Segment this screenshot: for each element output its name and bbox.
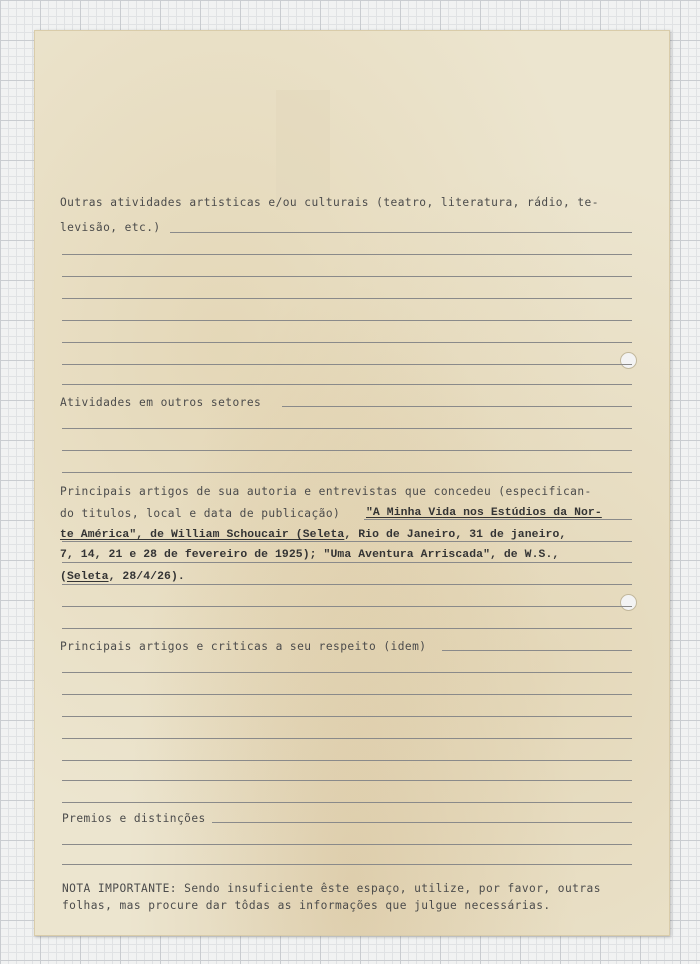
answer-line <box>62 844 632 845</box>
answer-line <box>62 562 632 563</box>
answer-line <box>62 364 632 365</box>
typed-answer-line4 <box>60 570 185 584</box>
typed-answer-line4-part-c: , 28/4/26). <box>108 571 185 583</box>
answer-line <box>62 472 632 473</box>
sectors-label: Atividades em outros setores <box>60 396 262 409</box>
other-activities-label-line1: Outras atividades artisticas e/ou culturais (teatro, literatura, rádio, te- <box>60 196 599 209</box>
answer-line <box>62 738 632 739</box>
answer-line <box>62 628 632 629</box>
answer-line <box>62 541 632 542</box>
answer-line <box>62 384 632 385</box>
answer-line <box>62 606 632 607</box>
answer-line <box>364 519 632 520</box>
answer-line <box>62 584 632 585</box>
faded-stamp <box>276 90 330 210</box>
note-line2: folhas, mas procure dar tôdas as informações que julgue necessárias. <box>62 899 551 912</box>
articles-label-line1: Principais artigos de sua autoria e entrevistas que concedeu (especifican- <box>60 485 592 498</box>
form-sheet <box>34 30 670 936</box>
answer-line <box>212 822 632 823</box>
answer-line <box>62 760 632 761</box>
answer-line <box>62 716 632 717</box>
articles-label-line2: do titulos, local e data de publicação) <box>60 507 341 520</box>
answer-line <box>62 450 632 451</box>
answer-line <box>62 276 632 277</box>
typed-answer-line4-magazine: Seleta <box>66 571 109 583</box>
typed-answer-line4-part-a: ( <box>60 571 67 583</box>
typed-answer-line2-part-a: te América", de William Schoucair ( <box>60 529 303 541</box>
answer-line <box>62 694 632 695</box>
answer-line <box>442 650 632 651</box>
typed-answer-line2-part-c: , Rio de Janeiro, 31 de janeiro, <box>344 529 567 541</box>
typed-answer-line2 <box>60 528 566 542</box>
answer-line <box>62 298 632 299</box>
answer-line <box>62 428 632 429</box>
punch-hole <box>620 352 637 369</box>
critics-label: Principais artigos e criticas a seu respeito (idem) <box>60 640 427 653</box>
answer-line <box>62 320 632 321</box>
answer-line <box>62 672 632 673</box>
answer-line <box>170 232 632 233</box>
punch-hole <box>620 594 637 611</box>
awards-label: Premios e distinções <box>62 812 206 825</box>
answer-line <box>62 342 632 343</box>
answer-line <box>62 254 632 255</box>
answer-line <box>282 406 632 407</box>
other-activities-label-line2: levisão, etc.) <box>60 221 161 234</box>
typed-answer-line2-magazine: Seleta <box>302 529 345 541</box>
typed-answer-line3: 7, 14, 21 e 28 de fevereiro de 1925); "Uma Aventura Arriscada", de W.S., <box>60 549 560 561</box>
answer-line <box>62 864 632 865</box>
answer-line <box>62 780 632 781</box>
answer-line <box>62 802 632 803</box>
typed-answer-line1: "A Minha Vida nos Estúdios da Nor- <box>366 507 602 519</box>
note-line1: NOTA IMPORTANTE: Sendo insuficiente êste espaço, utilize, por favor, outras <box>62 882 601 895</box>
